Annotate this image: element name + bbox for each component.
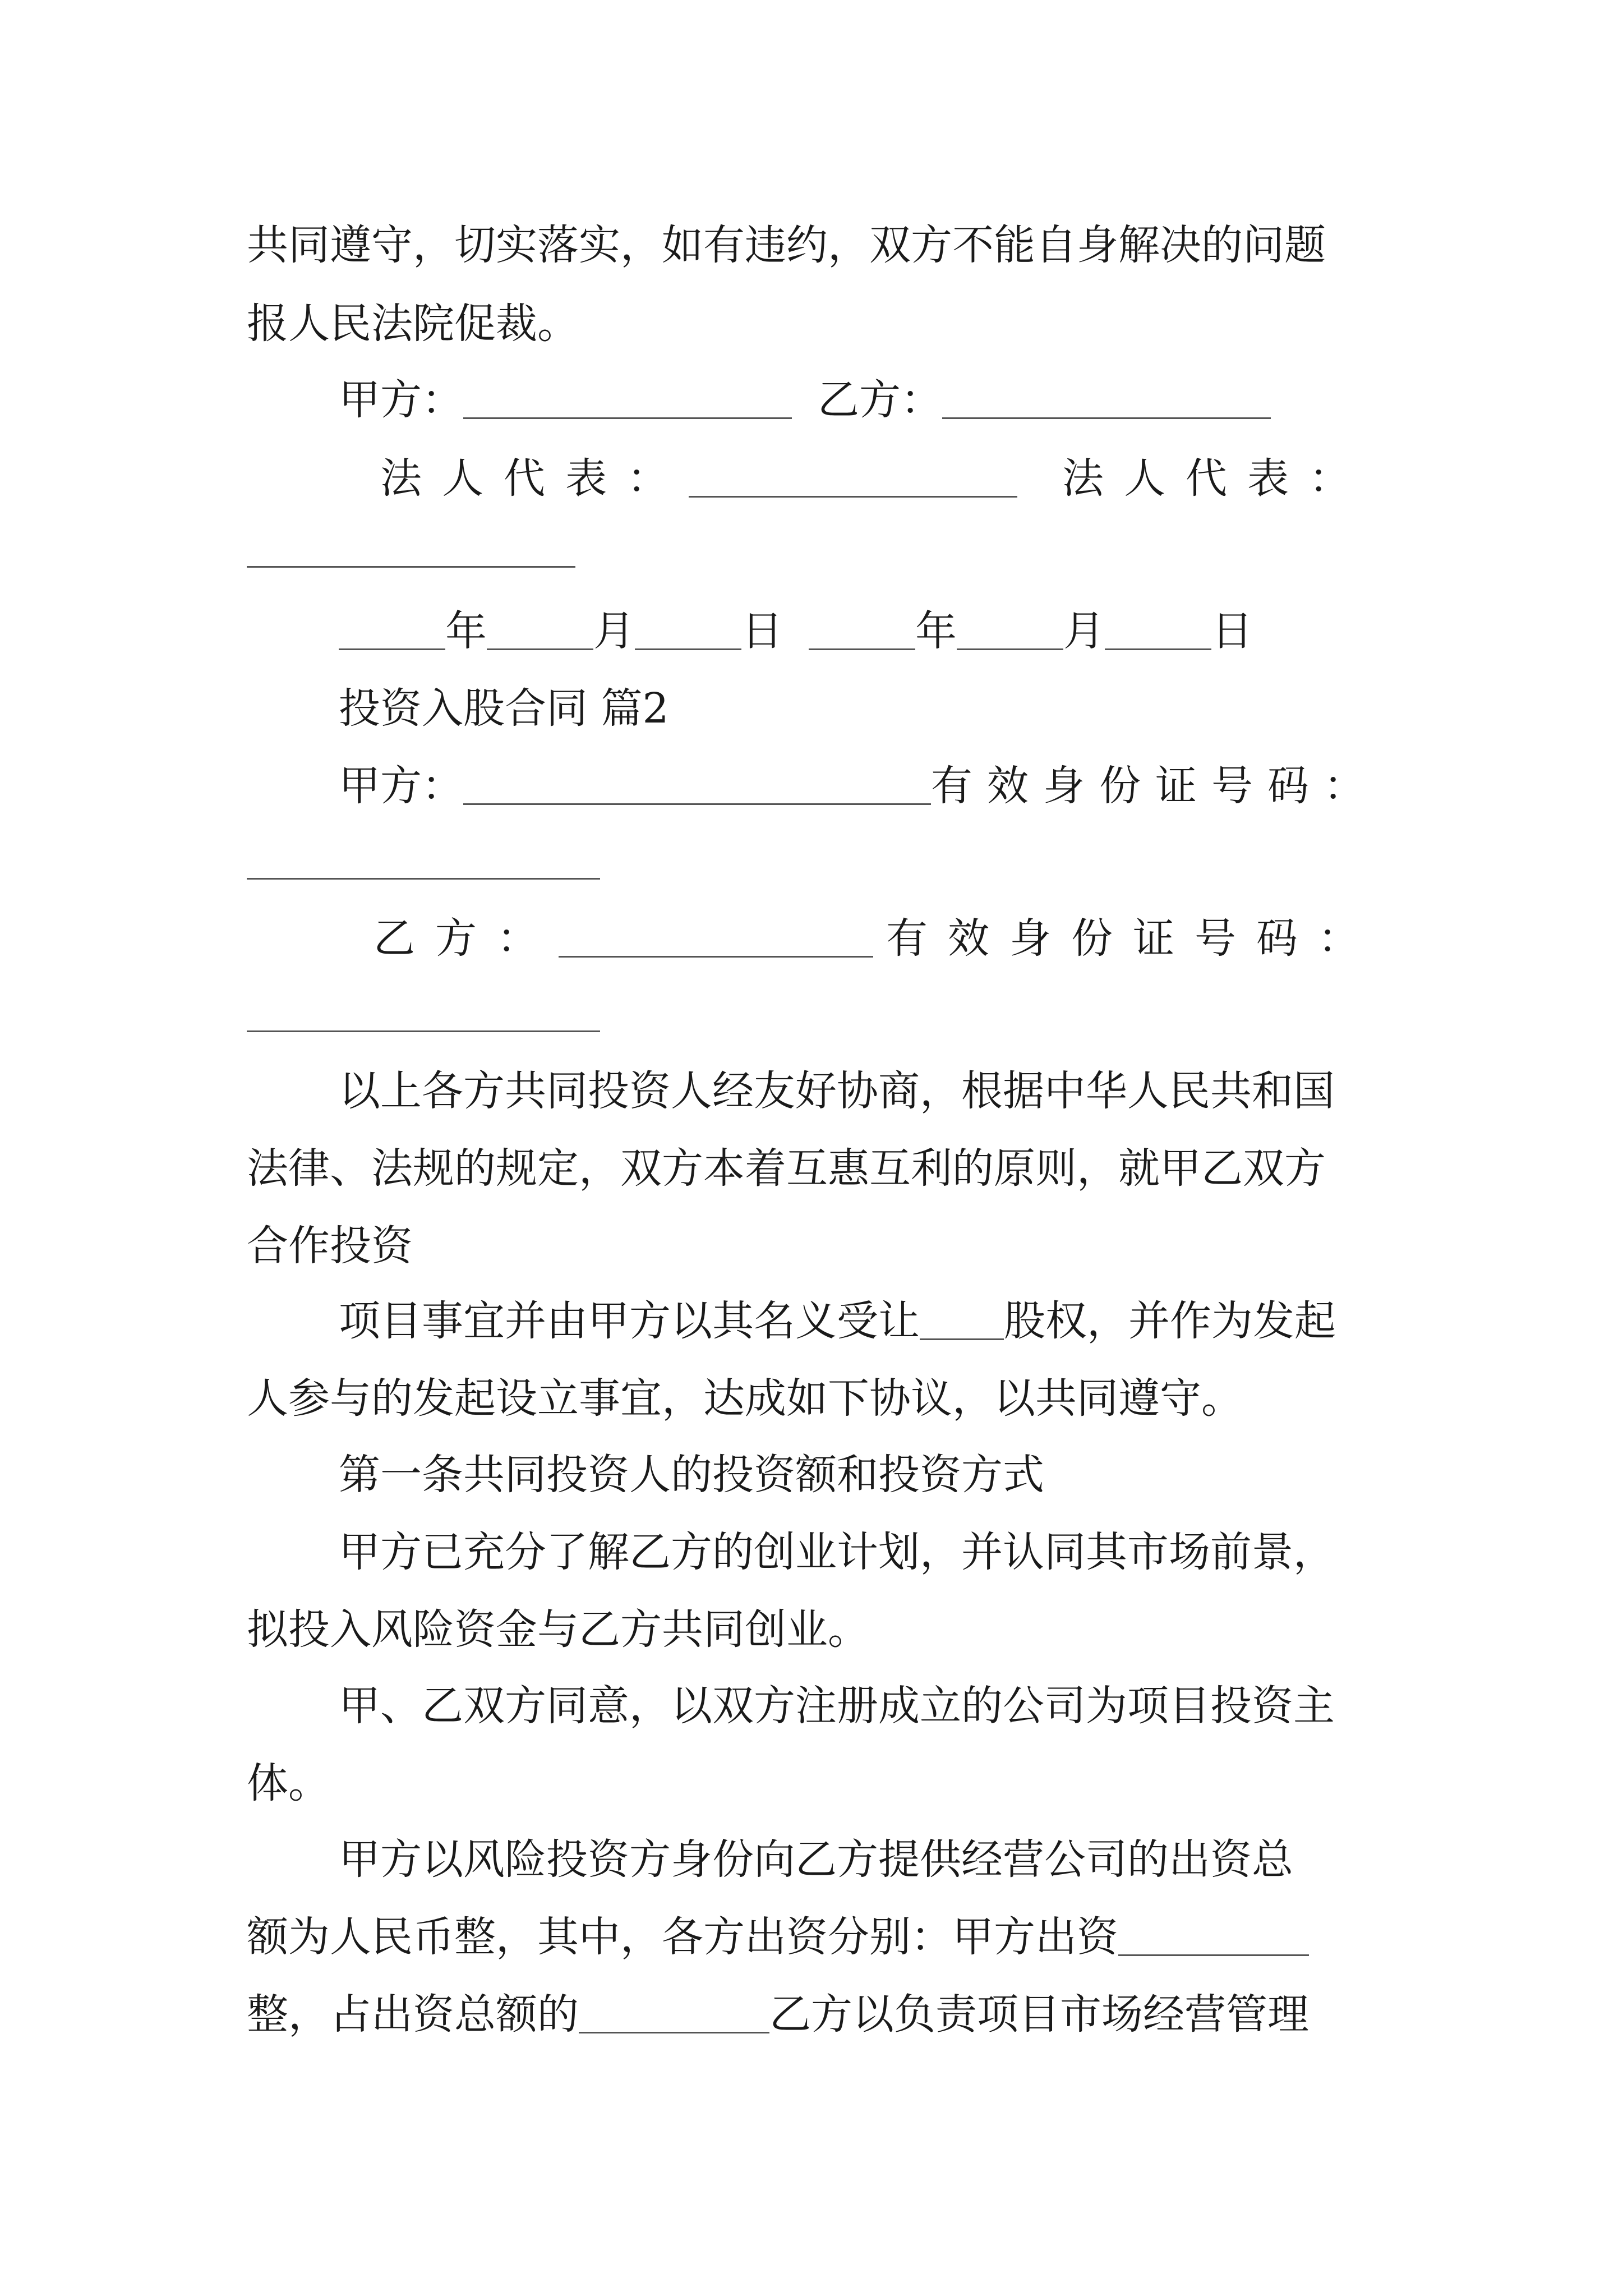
party-b-blank bbox=[942, 381, 1271, 419]
paragraph-line: 项目事宜并由甲方以其名义受让 股权，并作为发起 bbox=[339, 1297, 1336, 1345]
year-label: 年 bbox=[915, 607, 957, 655]
party-a-blank bbox=[463, 381, 792, 419]
paragraph-line: 拟投入风险资金与乙方共同创业。 bbox=[247, 1605, 869, 1654]
paragraph-line: 甲、乙双方同意，以双方注册成立的公司为项目投资主 bbox=[339, 1682, 1335, 1730]
paragraph-line: 甲方以风险投资方身份向乙方提供经营公司的出资总 bbox=[339, 1835, 1293, 1884]
paragraph-line: 整，占出资总额的 乙方以负责项目市场经营管理 bbox=[247, 1990, 1309, 2039]
day-label: 日 bbox=[1211, 607, 1253, 655]
month-label: 月 bbox=[1063, 607, 1105, 655]
party-a-blank bbox=[463, 767, 931, 805]
id-number-blank bbox=[247, 877, 600, 880]
legal-rep-a-blank bbox=[689, 460, 1017, 498]
percentage-blank bbox=[579, 1996, 769, 2033]
party-b-label: 乙方： bbox=[374, 914, 559, 963]
year-label: 年 bbox=[445, 607, 487, 655]
party-b-blank bbox=[559, 920, 873, 958]
legal-rep-a-label: 法人代表： bbox=[380, 454, 689, 503]
month-label: 月 bbox=[593, 607, 635, 655]
id-number-blank bbox=[247, 1030, 600, 1032]
legal-rep-b-blank bbox=[247, 565, 575, 568]
share-blank bbox=[920, 1303, 1004, 1340]
paragraph-line: 体。 bbox=[247, 1759, 330, 1807]
party-a-label: 甲方： bbox=[339, 376, 463, 424]
paragraph-line: 法律、法规的规定，双方本着互惠互利的原则，就甲乙双方 bbox=[247, 1144, 1326, 1193]
party-b-label: 乙方： bbox=[818, 376, 942, 424]
paragraph-line: 报人民法院促裁。 bbox=[247, 300, 579, 348]
paragraph-line: 共同遵守，切实落实，如有违约，双方不能自身解决的问题 bbox=[247, 221, 1326, 269]
paragraph-line: 甲方已充分了解乙方的创业计划，并认同其市场前景， bbox=[339, 1528, 1335, 1576]
signature-row-party-a-id bbox=[247, 761, 1380, 811]
signature-row-party-b-id bbox=[247, 913, 1380, 964]
paragraph-line: 以上各方共同投资人经友好协商，根据中华人民共和国 bbox=[339, 1067, 1335, 1115]
party-a-label: 甲方： bbox=[339, 762, 463, 810]
legal-rep-b-label: 法人代表： bbox=[1062, 454, 1371, 503]
paragraph-line: 额为人民币整，其中，各方出资分别：甲方出资 bbox=[247, 1912, 1380, 1962]
amount-blank bbox=[1118, 1918, 1309, 1956]
signature-row-dates bbox=[247, 606, 1380, 656]
day-label: 日 bbox=[741, 607, 783, 655]
id-number-label: 有效身份证号码： bbox=[886, 914, 1380, 963]
paragraph-line: 人参与的发起设立事宜，达成如下协议，以共同遵守。 bbox=[247, 1374, 1243, 1423]
signature-row-parties bbox=[247, 375, 1380, 425]
id-number-label: 有效身份证号码： bbox=[931, 762, 1380, 810]
signature-row-legal-rep bbox=[247, 453, 1380, 504]
article-title: 第一条共同投资人的投资额和投资方式 bbox=[339, 1451, 1044, 1499]
section-title: 投资入股合同 篇2 bbox=[339, 684, 669, 733]
paragraph-line: 合作投资 bbox=[247, 1222, 413, 1270]
